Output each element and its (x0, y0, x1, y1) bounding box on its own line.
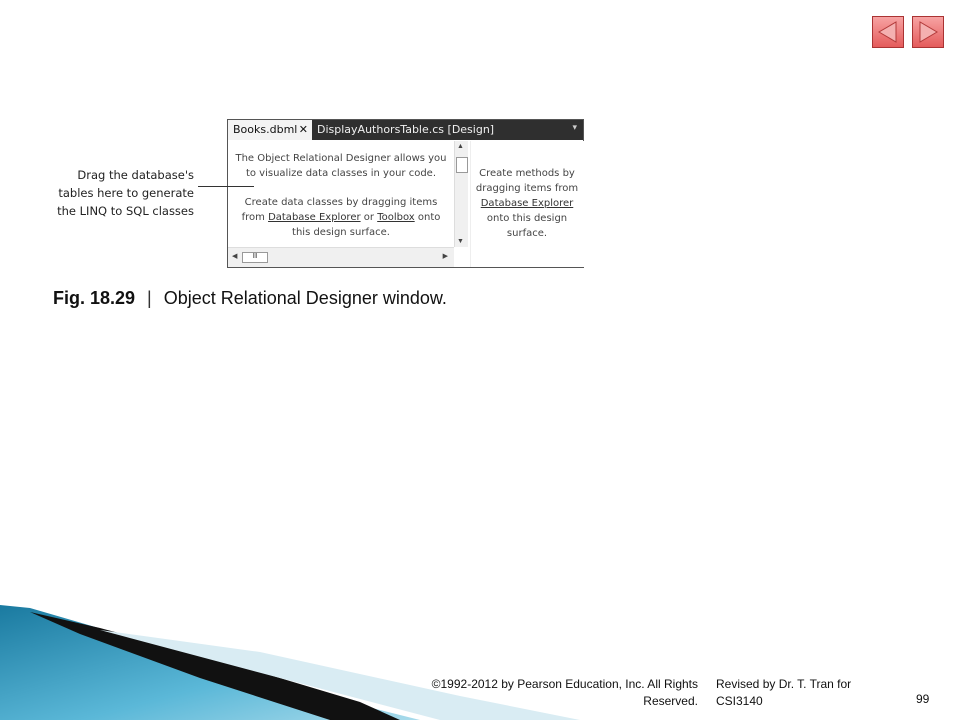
callout-line (198, 186, 254, 187)
tab-label: DisplayAuthorsTable.cs [Design] (317, 123, 495, 136)
close-icon[interactable]: ✕ (298, 123, 308, 136)
tab-bar (228, 120, 583, 140)
designer-window (227, 119, 584, 268)
horizontal-scrollbar[interactable] (228, 247, 454, 267)
tab-display-authors-table[interactable] (317, 120, 494, 140)
scroll-left-icon[interactable]: ◀ (232, 253, 238, 260)
prev-slide-button[interactable] (872, 16, 904, 48)
methods-suffix: onto this design surface. (486, 213, 568, 239)
triangle-left-icon (876, 20, 900, 44)
scroll-up-icon[interactable]: ▲ (457, 143, 464, 150)
caption-suffix: window. (377, 288, 447, 308)
database-explorer-link[interactable]: Database Explorer (268, 212, 361, 223)
copyright-text: ©1992-2012 by Pearson Education, Inc. All Rights Reserved. (431, 677, 698, 708)
methods-prefix: Create methods by dragging items from (475, 168, 579, 194)
callout-text: Drag the database's tables here to generate the LINQ to SQL classes (57, 168, 194, 218)
toolbox-link[interactable]: Toolbox (377, 212, 415, 223)
page-number: 99 (916, 692, 930, 706)
next-slide-button[interactable] (912, 16, 944, 48)
figure-number: Fig. 18.29 (53, 288, 136, 308)
tab-label: Books.dbml (233, 123, 298, 136)
vertical-scrollbar[interactable] (454, 141, 468, 247)
revised-by-text: Revised by Dr. T. Tran for CSI3140 (716, 677, 852, 708)
instructions-or: or (360, 212, 378, 223)
vertical-scroll-thumb[interactable] (456, 157, 468, 173)
scroll-down-icon[interactable]: ▼ (457, 238, 464, 245)
horizontal-scroll-thumb[interactable]: Ⅲ (242, 252, 268, 263)
caption-title: Object Relational Designer (163, 288, 378, 308)
tab-books-dbml[interactable] (228, 120, 312, 140)
data-classes-pane[interactable] (228, 141, 454, 247)
instructions-prefix: Create data classes by dragging items from (241, 197, 438, 223)
pane-intro-text: The Object Relational Designer allows you to visualize data classes in your code. (235, 153, 447, 179)
figure-caption (53, 288, 447, 309)
methods-pane[interactable] (470, 141, 584, 267)
triangle-right-icon (916, 20, 940, 44)
methods-instructions-text (473, 166, 581, 241)
scroll-right-icon[interactable]: ▶ (442, 253, 448, 260)
caption-separator: | (147, 288, 152, 308)
pane-instructions-text (234, 195, 448, 240)
instructions-suffix: onto this design surface. (292, 212, 441, 238)
chevron-down-icon[interactable]: ▾ (572, 122, 577, 132)
methods-database-explorer-link[interactable]: Database Explorer (480, 198, 574, 209)
